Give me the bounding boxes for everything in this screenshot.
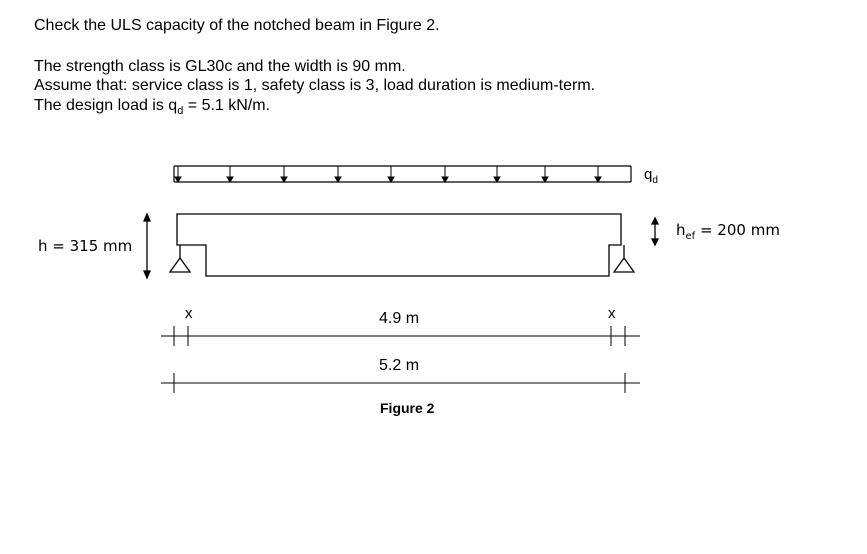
hef-dimension-arrow bbox=[652, 218, 658, 245]
load-label-q: q bbox=[644, 166, 653, 183]
problem-statement: Check the ULS capacity of the notched beam in Figure 2. bbox=[34, 17, 440, 34]
hef-label-value: = 200 mm bbox=[695, 221, 780, 239]
hef-label-h: h bbox=[676, 221, 686, 239]
figure-caption: Figure 2 bbox=[380, 400, 435, 416]
notched-beam bbox=[177, 214, 621, 276]
design-load-prefix: The design load is q bbox=[34, 97, 178, 114]
inner-span-label: 4.9 m bbox=[379, 310, 420, 327]
load-arrows bbox=[175, 166, 601, 182]
hef-label-subscript: ef bbox=[685, 231, 696, 242]
hef-label bbox=[676, 221, 780, 242]
outer-span-label: 5.2 m bbox=[379, 357, 420, 374]
outer-span-dimension bbox=[161, 373, 640, 393]
left-support bbox=[170, 245, 190, 272]
assumptions-info: Assume that: service class is 1, safety class is 3, load duration is medium-term. bbox=[34, 77, 596, 94]
right-x-label: x bbox=[608, 305, 616, 322]
design-load-subscript: d bbox=[177, 105, 184, 118]
design-load-suffix: = 5.1 kN/m. bbox=[183, 97, 271, 114]
load-label-subscript: d bbox=[652, 175, 658, 186]
h-dimension-arrow bbox=[144, 214, 150, 278]
material-info: The strength class is GL30c and the width is 90 mm. bbox=[34, 58, 406, 75]
left-x-label: x bbox=[185, 305, 193, 322]
load-label bbox=[644, 166, 658, 186]
distributed-load bbox=[174, 166, 631, 182]
h-label: h = 315 mm bbox=[38, 237, 133, 255]
right-support bbox=[614, 245, 634, 272]
inner-span-dimension bbox=[161, 326, 640, 346]
